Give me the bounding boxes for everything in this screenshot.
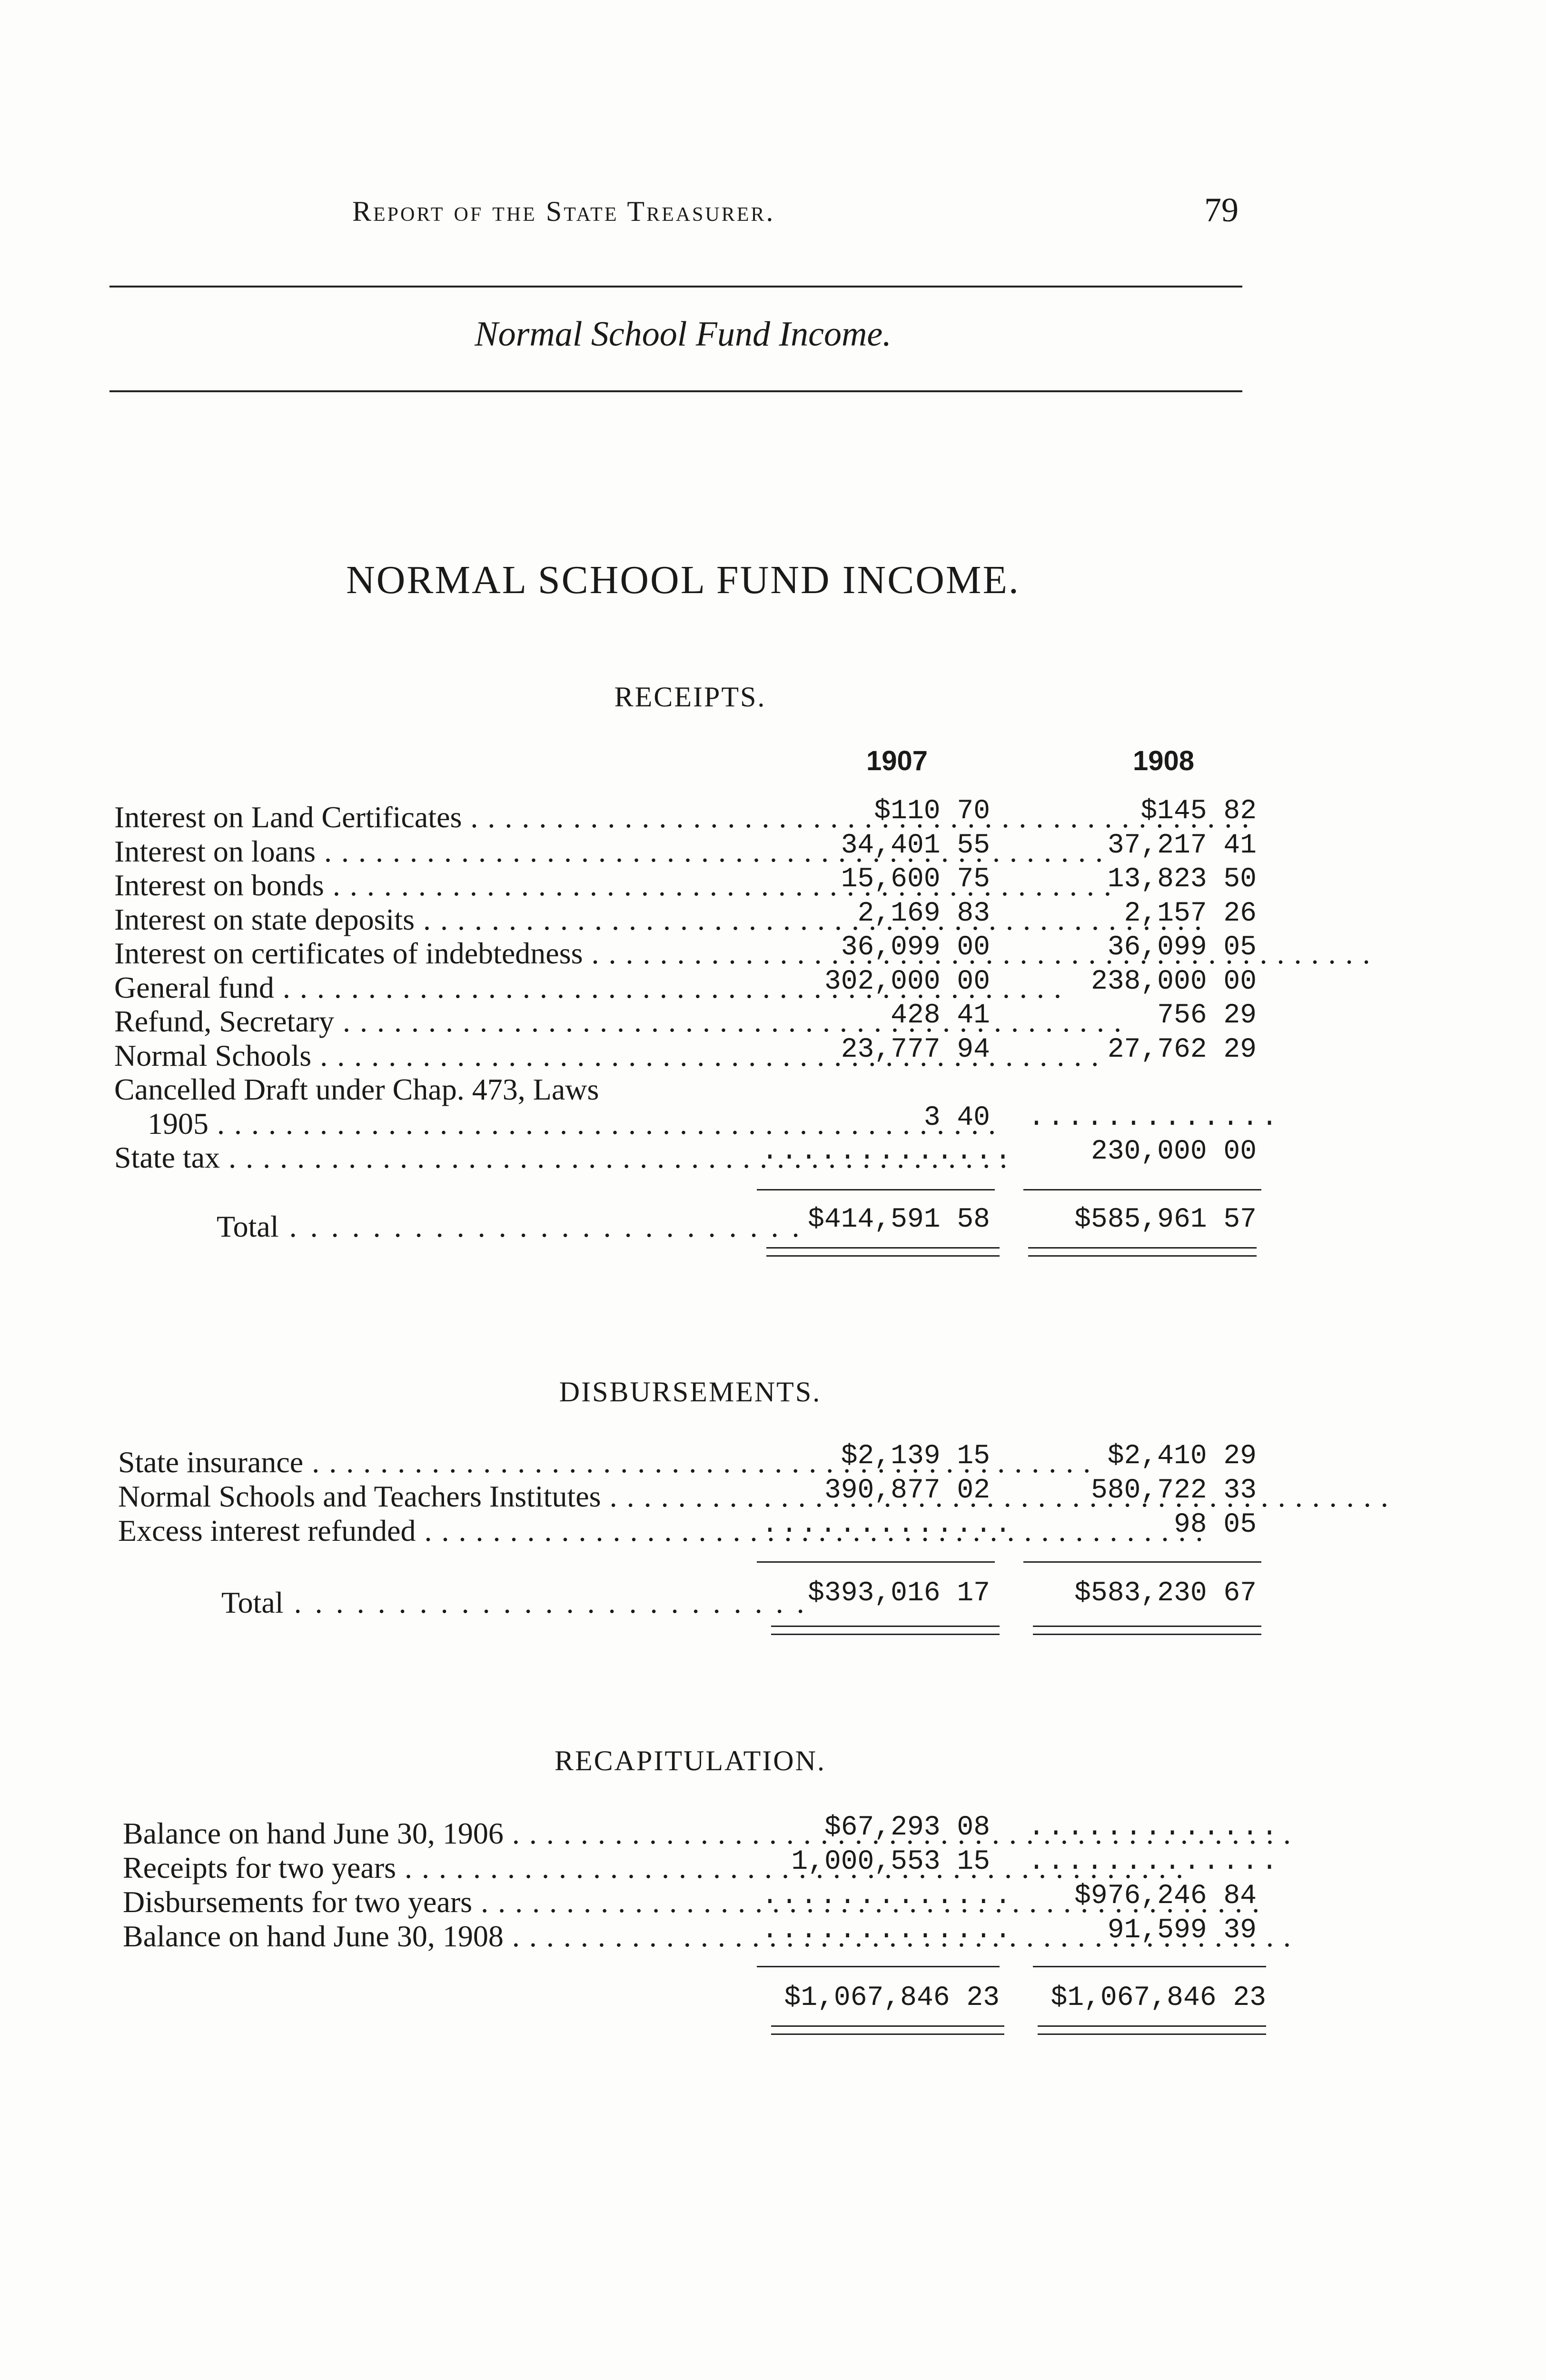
receipts-leader-dots: ............. [1028, 1102, 1281, 1133]
main-title: NORMAL SCHOOL FUND INCOME. [346, 558, 1020, 602]
recap-amount-1908: 91,599 39 [1107, 1915, 1257, 1946]
page-number: 79 [1204, 191, 1239, 229]
recap-row-label: Receipts for two years . . . [123, 1850, 761, 1885]
disb-double-rule-1908 [1033, 1626, 1261, 1635]
receipts-row-label: Interest on certificates of indebtedness . . . [114, 936, 752, 971]
header-rule [109, 286, 1242, 288]
receipts-amount-1908: 37,217 41 [1107, 830, 1257, 861]
recap-sum-line-1908 [1033, 1966, 1266, 1967]
receipts-double-rule-1907 [766, 1247, 1000, 1257]
receipts-total-1908: $585,961 57 [1074, 1204, 1257, 1235]
disb-total-1907: $393,016 17 [808, 1578, 990, 1609]
disb-sum-line-1908 [1023, 1561, 1261, 1563]
receipts-row-label: State tax . . . [114, 1140, 752, 1175]
receipts-amount-1908: 13,823 50 [1107, 864, 1257, 895]
disb-total-label-text: Total [221, 1586, 284, 1619]
receipts-total-1907: $414,591 58 [808, 1204, 990, 1235]
recap-amount-1907: $67,293 08 [824, 1812, 990, 1843]
section-subtitle: Normal School Fund Income. [475, 315, 892, 354]
recap-leader-dots: ............. [1028, 1812, 1281, 1843]
receipts-amount-1907: 302,000 00 [824, 966, 990, 997]
disb-row-label: Excess interest refunded . . . [118, 1513, 756, 1548]
receipts-amount-1908: 230,000 00 [1090, 1136, 1257, 1167]
disb-amount-1907: 390,877 02 [824, 1475, 990, 1506]
receipts-amount-1907: 34,401 55 [841, 830, 990, 861]
disb-total-1908: $583,230 67 [1074, 1578, 1257, 1609]
recap-double-rule-1908 [1038, 2025, 1266, 2035]
receipts-amount-1907: 3 40 [923, 1102, 990, 1133]
subtitle-rule [109, 390, 1242, 392]
receipts-row-label: 1905 . . . [148, 1106, 785, 1141]
receipts-sum-line-1907 [757, 1189, 995, 1190]
recap-double-rule-1907 [771, 2025, 1004, 2035]
receipts-amount-1907: 15,600 75 [841, 864, 990, 895]
receipts-amount-1908: $145 82 [1140, 796, 1257, 827]
receipts-amount-1908: 238,000 00 [1090, 966, 1257, 997]
receipts-row-label: Cancelled Draft under Chap. 473, Laws [114, 1072, 599, 1106]
receipts-amount-1907: $110 70 [874, 796, 990, 827]
receipts-row-label: Normal Schools . . . [114, 1038, 752, 1073]
disb-amount-1908: 98 05 [1173, 1509, 1257, 1540]
receipts-total-label [217, 1209, 803, 1244]
receipts-row-label: Interest on loans . . . [114, 834, 752, 869]
receipts-amount-1907: 36,099 00 [841, 932, 990, 963]
total-label-text: Total [217, 1210, 279, 1243]
receipts-heading: RECEIPTS. [614, 681, 766, 713]
recap-amount-1907: 1,000,553 15 [791, 1846, 990, 1877]
disb-sum-line-1907 [757, 1561, 995, 1563]
receipts-sum-line-1908 [1023, 1189, 1261, 1190]
receipts-amount-1907: 2,169 83 [857, 898, 990, 929]
receipts-double-rule-1908 [1028, 1247, 1257, 1257]
recap-leader-dots: ............. [762, 1915, 1014, 1946]
receipts-amount-1908: 27,762 29 [1107, 1034, 1257, 1065]
disb-total-leaders: . . . . . . . . . . . . . . . . . . . . . . . . . [283, 1586, 807, 1619]
receipts-row-label: Interest on Land Certificates . . . [114, 800, 752, 835]
receipts-row-label: Interest on state deposits . . . [114, 902, 752, 937]
total-leaders: . . . . . . . . . . . . . . . . . . . . . . . . . [278, 1210, 803, 1243]
recap-total-1907: $1,067,846 23 [784, 1983, 1000, 2013]
col-header-1907: 1907 [866, 745, 928, 776]
receipts-row-label: Refund, Secretary . . . [114, 1004, 752, 1039]
receipts-amount-1907: 428 41 [891, 1000, 990, 1031]
disbursements-heading: DISBURSEMENTS. [559, 1376, 822, 1408]
receipts-row-label: Interest on bonds . . . [114, 868, 752, 903]
disb-amount-1907: $2,139 15 [841, 1441, 990, 1472]
receipts-amount-1908: 36,099 05 [1107, 932, 1257, 963]
recap-amount-1908: $976,246 84 [1074, 1881, 1257, 1912]
receipts-row-label: General fund . . . [114, 970, 752, 1005]
col-header-1908: 1908 [1133, 745, 1195, 776]
recap-row-label: Disbursements for two years . . . [123, 1884, 761, 1920]
running-header: Report of the State Treasurer. [352, 196, 775, 227]
receipts-amount-1907: 23,777 94 [841, 1034, 990, 1065]
recap-row-label: Balance on hand June 30, 1906 . . . [123, 1816, 761, 1851]
recap-sum-line-1907 [757, 1966, 1000, 1967]
recap-total-1908: $1,067,846 23 [1050, 1983, 1266, 2013]
receipts-amount-1908: 756 29 [1157, 1000, 1257, 1031]
recap-leader-dots: ............. [762, 1881, 1014, 1912]
recap-row-label: Balance on hand June 30, 1908 . . . [123, 1919, 761, 1954]
disb-amount-1908: $2,410 29 [1107, 1441, 1257, 1472]
disb-leader-dots: ............. [762, 1509, 1014, 1540]
receipts-leader-dots: ............. [762, 1136, 1014, 1167]
disb-row-label: Normal Schools and Teachers Institutes . . . [118, 1479, 756, 1514]
recap-leader-dots: ............. [1028, 1846, 1281, 1877]
receipts-amount-1908: 2,157 26 [1124, 898, 1257, 929]
disb-amount-1908: 580,722 33 [1090, 1475, 1257, 1506]
disb-total-label [221, 1585, 807, 1620]
disb-row-label: State insurance . . . [118, 1445, 756, 1480]
recapitulation-heading: RECAPITULATION. [555, 1745, 826, 1776]
disb-double-rule-1907 [771, 1626, 1000, 1635]
